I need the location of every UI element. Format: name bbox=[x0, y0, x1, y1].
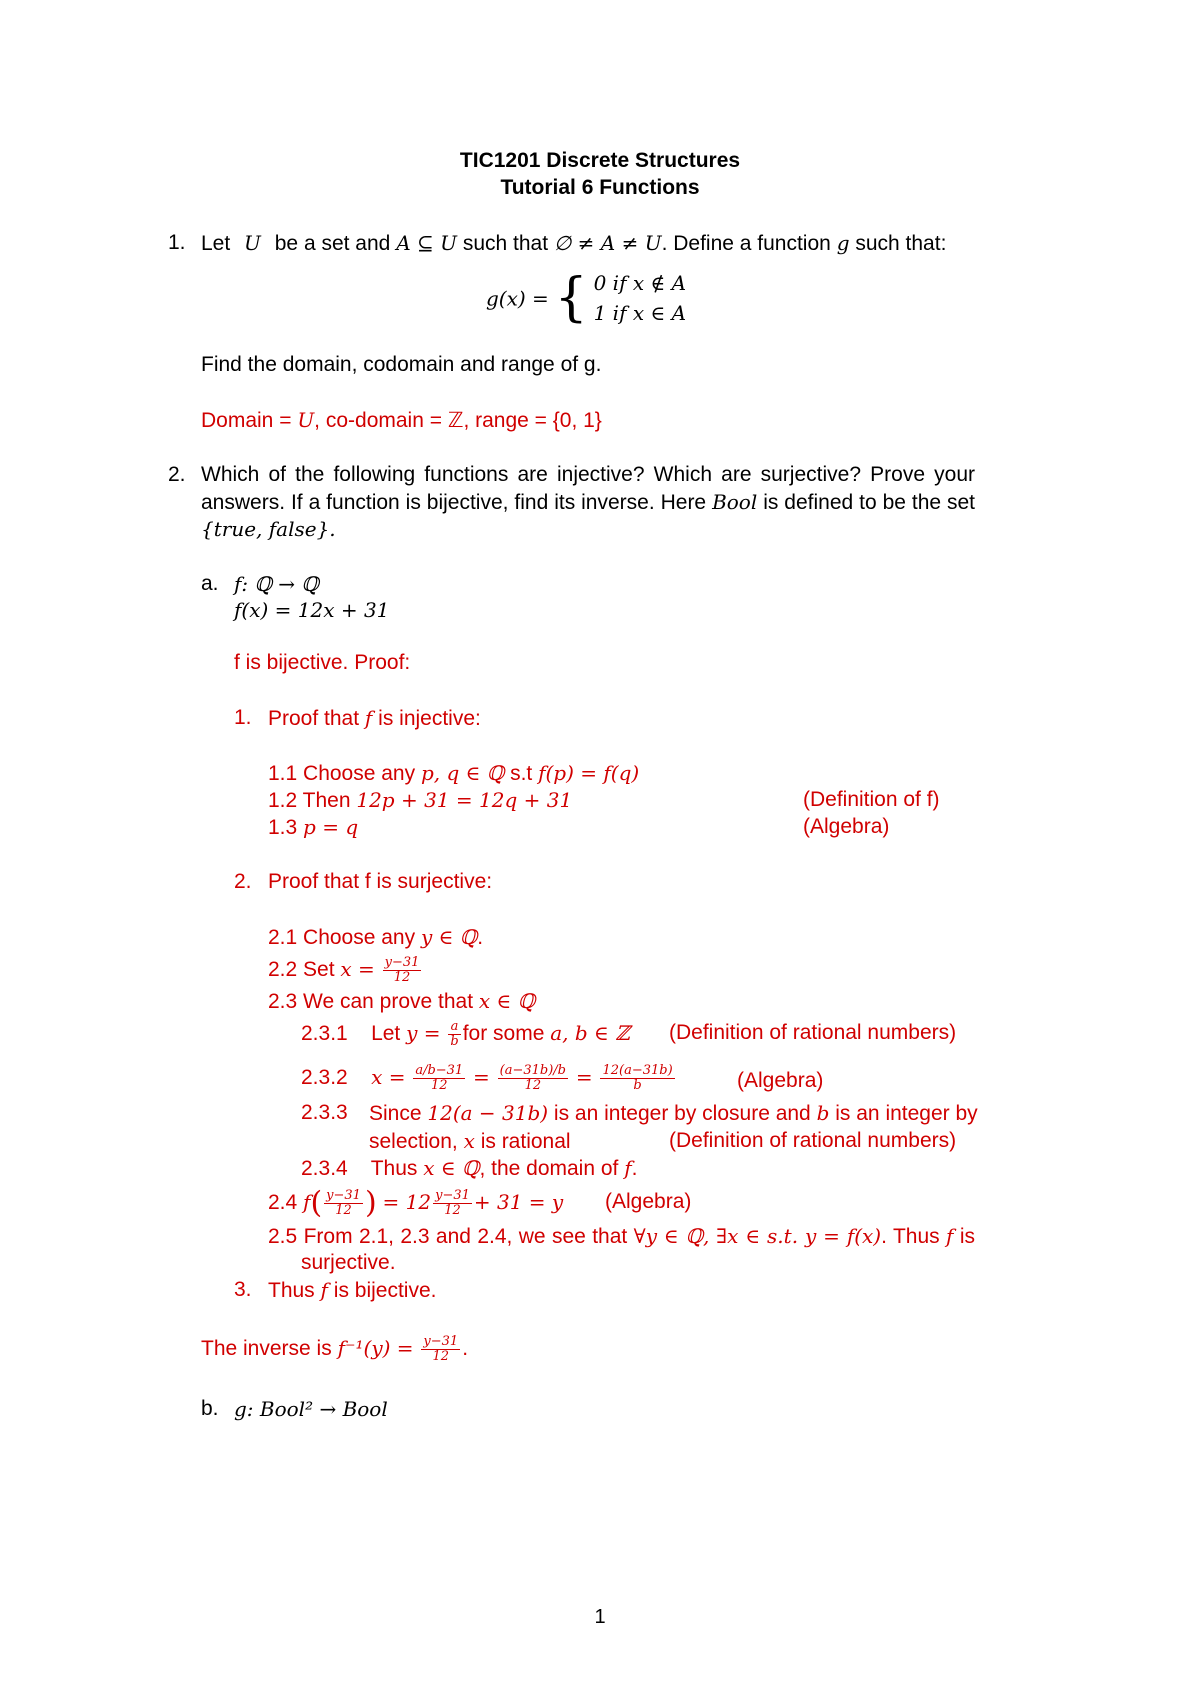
fraction: $\frac{y-31}{12}$ bbox=[384, 954, 420, 985]
step1-3: 1.3 p = q bbox=[268, 815, 359, 839]
q2-line1: Which of the following functions are injective? Which are surjective? Prove your bbox=[201, 463, 975, 486]
q1-answer: Domain = U, co-domain = ℤ, range = {0, 1} bbox=[201, 408, 602, 432]
step2-4: 2.4 f( $\frac{y-31}{12}$ ) = 12 $\frac{y-31}{12}$ + 31 = y bbox=[268, 1185, 564, 1221]
step2-5: 2.5 From 2.1, 2.3 and 2.4, we see that ∀y ∈ ℚ, ∃x ∈ s.t. y = f(x). Thus f is bbox=[268, 1224, 975, 1248]
step2-3-3: Since 12(a − 31b) is an integer by closure and b is an integer by bbox=[369, 1101, 978, 1125]
q2b-signature: g: Bool² → Bool bbox=[234, 1397, 388, 1421]
step2-1: 2.1 Choose any y ∈ ℚ. bbox=[268, 925, 484, 949]
step1-title: Proof that f is injective: bbox=[268, 706, 481, 730]
q1-piecewise-function: g(x) = { 0 if x ∉ A 1 if x ∈ A bbox=[486, 268, 687, 329]
step1-1: 1.1 Choose any p, q ∈ ℚ s.t f(p) = f(q) bbox=[268, 761, 640, 785]
step1-3-justification: (Algebra) bbox=[803, 815, 890, 838]
step2-3-2: 2.3.2 x = $\frac{a/b-31}{12}$ = $\frac{(a-31b)/b}{12}$ = $\frac{12(a-31b)}{b}$ bbox=[301, 1062, 673, 1093]
page-number: 1 bbox=[594, 1606, 606, 1628]
step2-number: 2. bbox=[234, 870, 252, 893]
step3-number: 3. bbox=[234, 1278, 252, 1301]
step2-3-3-number: 2.3.3 bbox=[301, 1101, 348, 1124]
fraction: $\frac{12(a-31b)}{b}$ bbox=[602, 1062, 673, 1093]
step2-3-2-justification: (Algebra) bbox=[737, 1069, 824, 1092]
step2-2: 2.2 Set x = $\frac{y-31}{12}$ bbox=[268, 954, 420, 985]
q1-statement: Let U be a set and A ⊆ U such that ∅ ≠ A ≠ U. Define a function g such that: bbox=[201, 231, 947, 255]
course-title: TIC1201 Discrete Structures bbox=[459, 149, 741, 172]
q2a-signature: f: ℚ → ℚ bbox=[234, 572, 319, 596]
step3: Thus f is bijective. bbox=[268, 1278, 437, 1302]
step2-4-justification: (Algebra) bbox=[605, 1190, 692, 1213]
step2-title: Proof that f is surjective: bbox=[268, 870, 493, 893]
step1-number: 1. bbox=[234, 706, 252, 729]
step2-3-1: 2.3.1 Let y = $\frac{a}{b}$ for some a, b ∈ ℤ bbox=[301, 1018, 630, 1049]
step2-3-1-justification: (Definition of rational numbers) bbox=[669, 1021, 957, 1044]
step2-3-3-justification: (Definition of rational numbers) bbox=[669, 1129, 957, 1152]
q2a-bijective-claim: f is bijective. Proof: bbox=[234, 651, 411, 674]
q2a-definition: f(x) = 12x + 31 bbox=[234, 598, 390, 622]
q1-task: Find the domain, codomain and range of g. bbox=[201, 353, 602, 376]
piecewise-cases: 0 if x ∉ A 1 if x ∈ A bbox=[593, 271, 687, 326]
q2-number: 2. bbox=[168, 463, 186, 486]
step1-2: 1.2 Then 12p + 31 = 12q + 31 bbox=[268, 788, 573, 812]
q2-line3: {true, false}. bbox=[201, 517, 336, 541]
left-brace-icon: { bbox=[554, 268, 588, 329]
fraction: $\frac{a/b-31}{12}$ bbox=[415, 1062, 464, 1093]
step2-5-line2: surjective. bbox=[301, 1251, 396, 1274]
fraction: $\frac{y-31}{12}$ bbox=[326, 1187, 361, 1218]
q1-number: 1. bbox=[168, 231, 186, 254]
inverse-answer: The inverse is f⁻¹(y) = $\frac{y-31}{12}$ . bbox=[201, 1333, 469, 1364]
step2-3: 2.3 We can prove that x ∈ ℚ bbox=[268, 989, 536, 1013]
fraction: $\frac{a}{b}$ bbox=[450, 1018, 459, 1049]
q2b-label: b. bbox=[201, 1397, 219, 1420]
fraction: $\frac{y-31}{12}$ bbox=[423, 1333, 459, 1364]
fraction: $\frac{(a-31b)/b}{12}$ bbox=[499, 1062, 567, 1093]
q2a-label: a. bbox=[201, 572, 219, 595]
step1-2-justification: (Definition of f) bbox=[803, 788, 940, 811]
step2-3-3-line2: selection, x is rational bbox=[369, 1129, 571, 1153]
fraction: $\frac{y-31}{12}$ bbox=[435, 1187, 470, 1218]
tutorial-title: Tutorial 6 Functions bbox=[500, 176, 700, 199]
step2-3-4: 2.3.4 Thus x ∈ ℚ, the domain of f. bbox=[301, 1156, 638, 1180]
q2-line2: answers. If a function is bijective, find its inverse. Here Bool is defined to be the set bbox=[201, 490, 975, 514]
